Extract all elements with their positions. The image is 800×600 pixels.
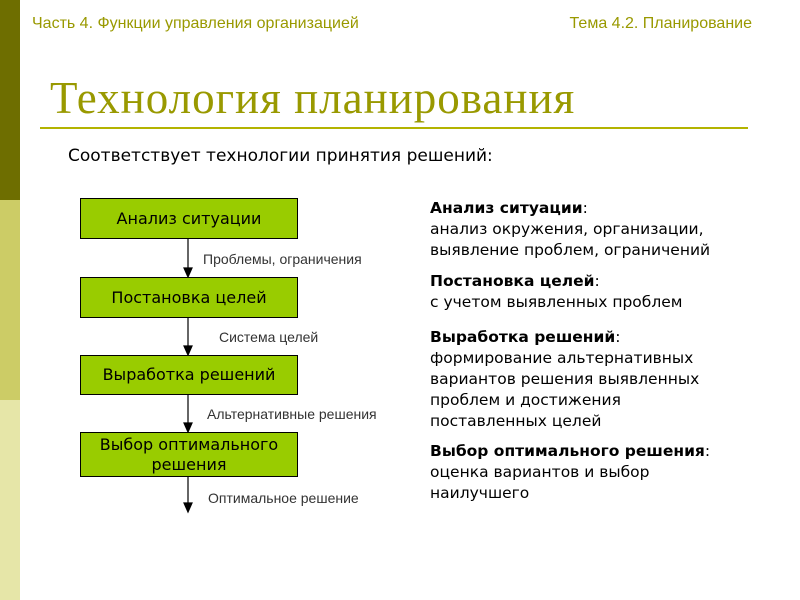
desc-goals-line-1: с учетом выявленных проблем [430, 293, 683, 311]
desc-goals-head: Постановка целей [430, 272, 595, 290]
arrow-head-1 [184, 268, 192, 277]
desc-optimal-line-1: оценка вариантов и выбор [430, 463, 650, 481]
desc-goals-sep: : [594, 272, 600, 290]
flow-output-alternatives: Альтернативные решения [207, 406, 377, 422]
desc-solutions-line-4: поставленных целей [430, 412, 602, 430]
subtitle: Соответствует технологии принятия решений: [68, 146, 493, 166]
flow-output-goals: Система целей [219, 329, 319, 345]
flow-step-solutions: Выработка решений [80, 355, 298, 395]
desc-analysis [430, 198, 710, 261]
desc-optimal-line-2: наилучшего [430, 484, 530, 502]
desc-goals [430, 271, 682, 313]
desc-solutions-sep: : [615, 328, 621, 346]
desc-solutions-line-2: вариантов решения выявленных [430, 370, 700, 388]
desc-analysis-sep: : [582, 199, 588, 217]
flow-output-optimal: Оптимальное решение [208, 490, 359, 506]
desc-optimal-sep: : [704, 442, 711, 460]
arrow-head-3 [184, 423, 192, 432]
flow-step-optimal: Выбор оптимального решения [80, 432, 298, 477]
desc-analysis-line-1: анализ окружения, организации, [430, 220, 704, 238]
flow-output-problems: Проблемы, ограничения [203, 251, 362, 267]
desc-optimal [430, 441, 710, 504]
flow-step-analysis: Анализ ситуации [80, 198, 298, 239]
page-title: Технология планирования [50, 73, 576, 123]
desc-analysis-line-2: выявление проблем, ограничений [430, 241, 711, 259]
flow-step-goals: Постановка целей [80, 277, 298, 318]
desc-solutions-line-1: формирование альтернативных [430, 349, 694, 367]
desc-analysis-head: Анализ ситуации [430, 199, 583, 217]
topic-header: Тема 4.2. Планирование [569, 15, 752, 32]
desc-solutions-line-3: проблем и достижения [430, 391, 621, 409]
desc-optimal-head: Выбор оптимального решения [430, 442, 705, 460]
arrow-head-4 [184, 503, 192, 512]
desc-solutions-head: Выработка решений [430, 328, 616, 346]
arrow-head-2 [184, 346, 192, 355]
section-header: Часть 4. Функции управления организацией [32, 15, 359, 32]
desc-solutions [430, 327, 699, 432]
